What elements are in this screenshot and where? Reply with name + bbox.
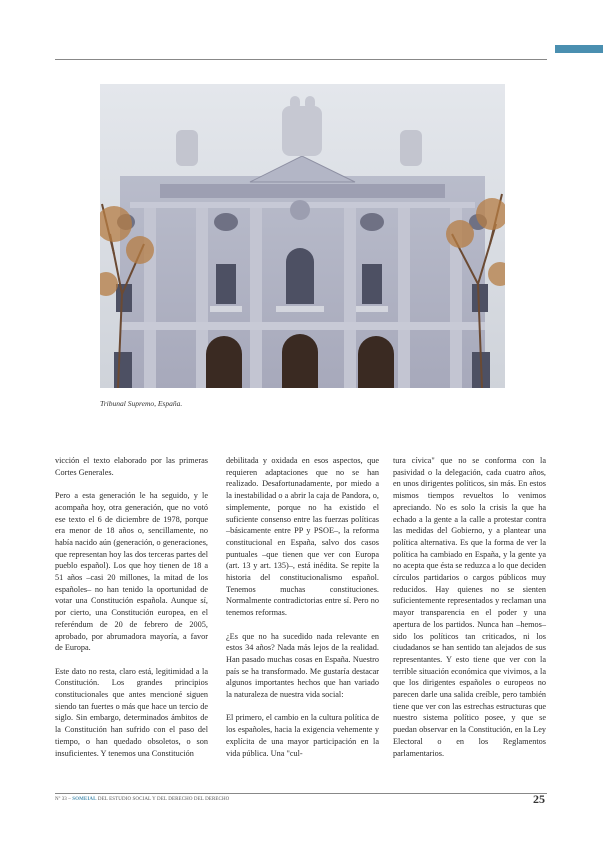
building-photo [100,84,505,388]
text-column-1 [55,455,208,771]
text-column-2 [226,455,379,771]
magazine-subtitle: DEL ESTUDIO SOCIAL Y DEL DERECHO DEL DERECHO [97,797,230,802]
footer-publication [55,797,229,802]
paragraph: tura cívica" que no se conforma con la pasividad o la delegación, cada cuatro años, en unos dirigentes políticos, sin más. En estos mismos tiempos revueltos lo venimos apreciando. No es solo la crisis la que ha echado a la gente a la calle a protestar contra las medidas del Gobierno, y a plantear una política alternativa. Es que la forma de ver la política ha cambiado en España, y la gente ya no acepta que ésta se reduzca a lo que deciden círculos partidarios o cargos públicos muy reducidos. Hay quienes no se sienten suficientemente representados y reclaman una mayor transparencia en el poder y una apertura de los partidos. Nunca han –hemos– sido los políticos tan criticados, ni los ciudadanos se han sentido tan alejados de sus representantes. Y esto tiene que ver con la terrible situación económica que vivimos, a la que los dirigentes españoles o europeos no parecen darle una salida creíble, pero también tiene que ver con las estrechas estructuras que nuestro sistema político posee, y que se puedan observar en la Constitución, en la Ley Electoral o en los Reglamentos parlamentarios. [393,456,546,758]
header-rule [55,59,547,60]
page-number: 25 [533,792,545,806]
paragraph: ¿Es que no ha sucedido nada relevante en estos 34 años? Nada más lejos de la realidad. Han pasado muchas cosas en España. Nuestro país se ha transformado. Me gustaría destacar algunos importantes hechos que han variado la naturaleza de nuestra vida social: [226,631,379,700]
paragraph: El primero, el cambio en la cultura política de los españoles, hacia la exigencia vehemente y explícita de una mayor participación en la vida pública. Una "cul- [226,713,379,758]
paragraph: Pero a esta generación le ha seguido, y le acompaña hoy, otra generación, que no votó ese texto el 6 de diciembre de 1978, porque era menor de 18 años o, sencillamente, no había nacido aún (generación, o generaciones, que representan hoy las dos terceras partes del pueblo español). Los que hoy tienen de 18 a 51 años –casi 20 millones, la mitad de los españoles– no han tenido la oportunidad de votar una Constitución española. Aunque sí, por cierto, una Constitución europea, en el referéndum de 20 de febrero de 2005, aprobado, por abrumadora mayoría, a favor de Europa. [55,491,208,653]
text-column-3 [393,455,546,771]
footer-rule [55,793,547,794]
issue-number: Nº 33 – [55,797,71,802]
paragraph: debilitada y oxidada en esos aspectos, que requieren adaptaciones que no se han realizado. Desafortunadamente, por miedo a la inestabilidad o a abrir la caja de Pandora, o, simplemente, porque no ha existido el suficiente consenso entre las fuerzas políticas –básicamente entre PP y PSOE–, la reforma constitucional en España, salvo dos casos puntuales –que tienen que ver con Europa (art. 13 y art. 135)–, está inédita. Se repite la historia del constitucionalismo español. Tenemos muchas constituciones. Normalmente contradictorias entre sí. Pero no tenemos reformas. [226,456,379,618]
paragraph: vicción el texto elaborado por las primeras Cortes Generales. [55,456,208,477]
photo-caption: Tribunal Supremo, España. [100,399,183,408]
section-accent-bar [555,45,603,53]
paragraph: Este dato no resta, claro está, legitimidad a la Constitución. Los grandes principios constitucionales que antes mencioné siguen siendo tan fuertes o más que hace un tercio de siglo. Sin embargo, determinados ámbitos de la Constitución han sufrido con el paso del tiempo, o han quedado obsoletos, o son insuficientes. Y tenemos una Constitución [55,666,208,758]
magazine-logo: SOMEIAL [72,797,97,802]
